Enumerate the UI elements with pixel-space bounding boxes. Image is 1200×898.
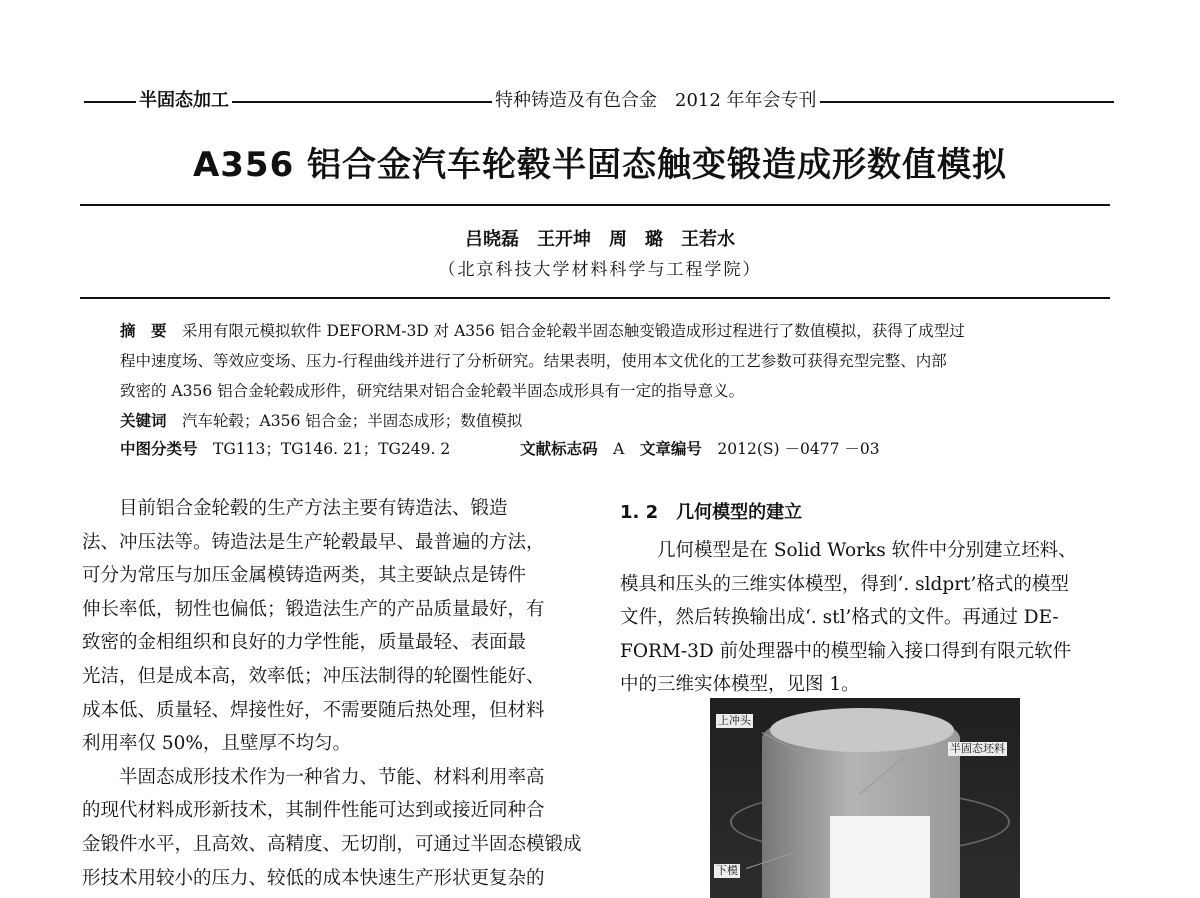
abstract-line: 程中速度场、等效应变场、压力-行程曲线并进行了分析研究。结果表明，使用本文优化的工艺参数可获得充型完整、内部 [120,352,947,370]
article-number-value: 2012(S) －0477 －03 [717,440,880,458]
article-number-label: 文章编号 [639,440,702,458]
body-line: FORM-3D 前处理器中的模型输入接口得到有限元软件 [620,640,1072,662]
authors: 吕晓磊 王开坤 周 璐 王若水 [465,229,735,250]
right-column [620,498,1120,702]
body-line: 可分为常压与加压金属模铸造两类，其主要缺点是铸件 [82,565,527,587]
keywords [120,406,1090,436]
clc-value: TG113；TG146. 21；TG249. 2 [213,440,451,458]
body-line: 成本低、质量轻、焊接性好，不需要随后热处理，但材料 [82,699,545,721]
paper-title: A356 铝合金汽车轮毂半固态触变锻造成形数值模拟 [192,145,1008,185]
abstract-line: 致密的 A356 铝合金轮毂成形件，研究结果对铝合金轮毂半固态成形具有一定的指导意义。 [120,382,745,400]
figure-1-model-render [710,698,1020,898]
affiliation: （北京科技大学材料科学与工程学院） [438,260,762,280]
body-line: 伸长率低，韧性也偏低；锻造法生产的产品质量最好，有 [82,598,545,620]
running-header [84,86,1114,116]
body-line: 的现代材料成形新技术，其制件性能可达到或接近同种合 [82,800,545,822]
body-line: 光洁，但是成本高，效率低；冲压法制得的轮圈性能好、 [82,665,545,687]
body-line: 金锻件水平，且高效、高精度、无切削，可通过半固态模锻成 [82,833,582,855]
doc-code-label: 文献标志码 [520,440,598,458]
billet-slab [830,816,930,898]
body-line: 模具和压头的三维实体模型，得到‘. sldprt’格式的模型 [620,573,1069,595]
left-column [82,492,582,895]
label-billet: 半固态坯料 [950,742,1005,755]
body-line: 半固态成形技术作为一种省力、节能、材料利用率高 [82,766,545,788]
keywords-text: 汽车轮毂；A356 铝合金；半固态成形；数值模拟 [182,412,523,430]
abstract-text: 采用有限元模拟软件 DEFORM-3D 对 A356 铝合金轮毂半固态触变锻造成形过程进行了数值模拟，获得了成型过 [182,322,965,340]
header-journal: 特种铸造及有色合金 2012 年年会专刊 [492,86,820,116]
header-section: 半固态加工 [136,86,232,116]
body-line: 目前铝合金轮毂的生产方法主要有铸造法、锻造 [82,498,508,519]
body-line: 中的三维实体模型，见图 1。 [620,674,860,696]
body-line: 几何模型是在 Solid Works 软件中分别建立坯料、 [620,540,1077,561]
body-line: 文件，然后转换输出成‘. stl’格式的文件。再通过 DE- [620,607,1059,629]
body-line: 形技术用较小的压力、较低的成本快速生产形状更复杂的 [82,867,545,889]
label-punch: 上冲头 [718,714,751,727]
punch-top-rim [770,708,954,752]
classification-line [120,434,1090,464]
body-line: 法、冲压法等。铸造法是生产轮毂最早、最普遍的方法， [82,531,545,553]
affiliation-rule [80,297,1110,299]
title-rule [80,204,1110,206]
section-heading: 1. 2 几何模型的建立 [620,502,803,523]
doc-code-value: A [613,440,625,458]
label-die: 下模 [716,864,738,877]
abstract-line [120,316,1090,346]
keywords-label: 关键词 [120,412,167,430]
clc-label: 中图分类号 [120,440,198,458]
abstract [120,316,1090,406]
body-line: 利用率仅 50%，且壁厚不均匀。 [82,733,352,755]
abstract-label: 摘 要 [120,322,167,340]
body-line: 致密的金相组织和良好的力学性能，质量最轻、表面最 [82,632,527,654]
